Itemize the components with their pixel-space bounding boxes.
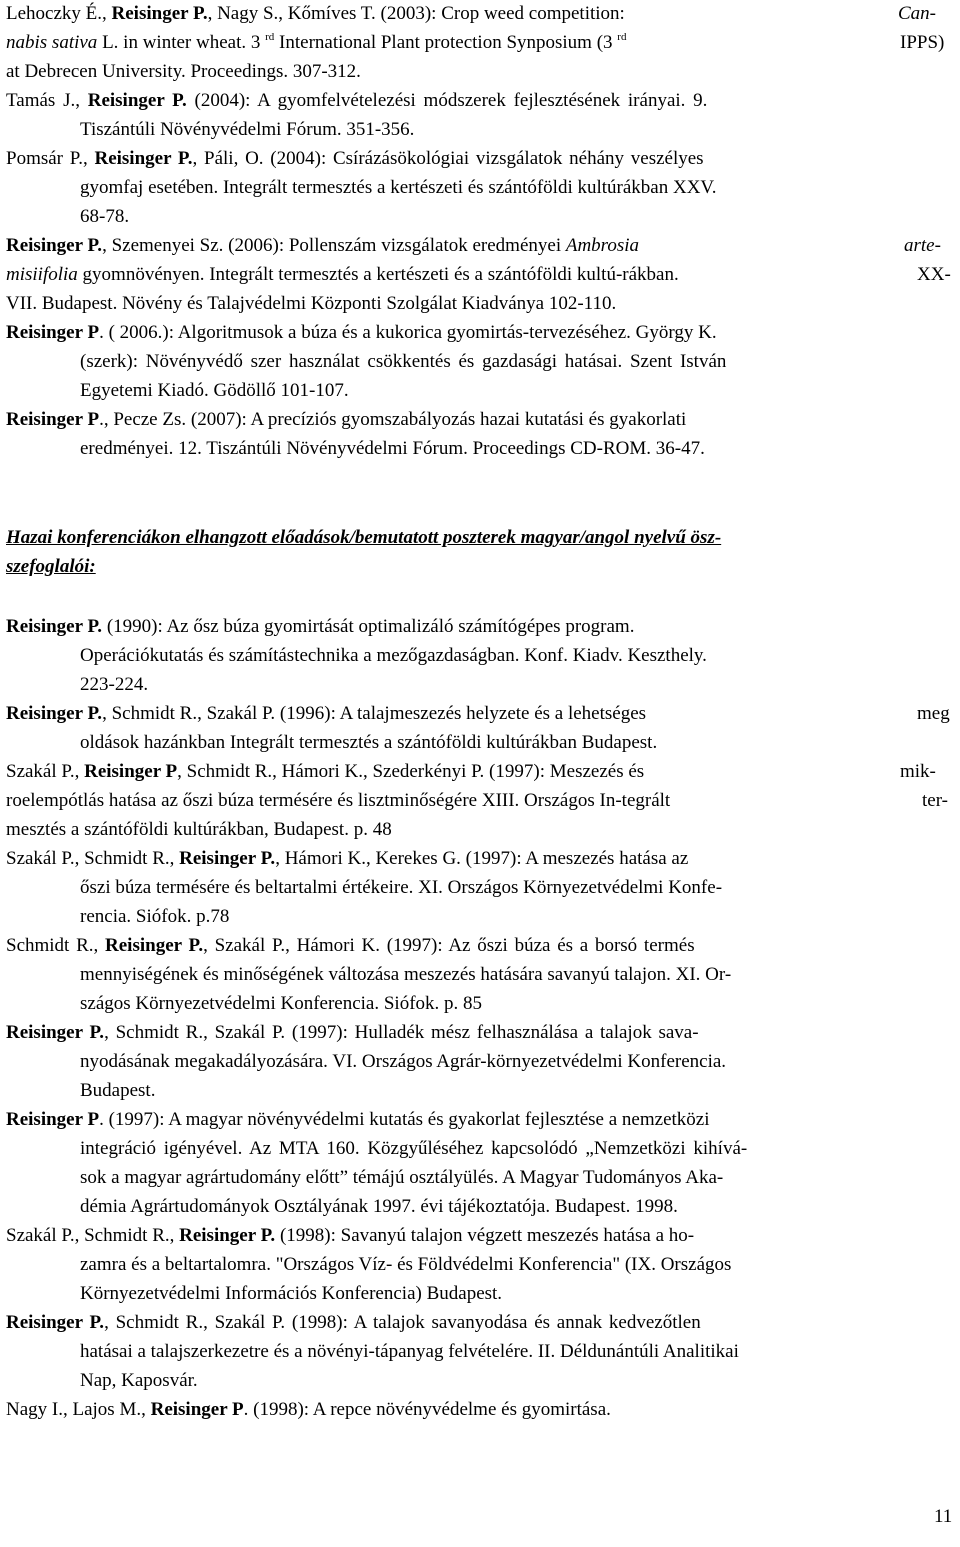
section-heading: Hazai konferenciákon elhangzott előadások/bemutatott poszterek magyar/angol nyelvű ösz- [6,527,722,548]
author-highlight: Reisinger P [6,409,100,430]
author-highlight: Reisinger P. [6,1022,105,1043]
author-highlight: Reisinger P. [111,3,208,24]
author-highlight: Reisinger P. [87,90,187,111]
author-highlight: Reisinger P. [94,148,193,169]
author-highlight: Reisinger P. [105,935,204,956]
author-highlight: Reisinger P [84,761,178,782]
author-highlight: Reisinger P [150,1399,244,1420]
author-highlight: Reisinger P. [179,1225,276,1246]
section-heading-cont: szefoglalói: [6,556,96,577]
author-highlight: Reisinger P. [179,848,276,869]
author-highlight: Reisinger P. [6,235,103,256]
page-number: 11 [934,1506,953,1527]
author-highlight: Reisinger P. [6,616,103,637]
author-highlight: Reisinger P. [6,703,103,724]
author-highlight: Reisinger P [6,1109,100,1130]
author-highlight: Reisinger P. [6,1312,105,1333]
author-highlight: Reisinger P [6,322,100,343]
